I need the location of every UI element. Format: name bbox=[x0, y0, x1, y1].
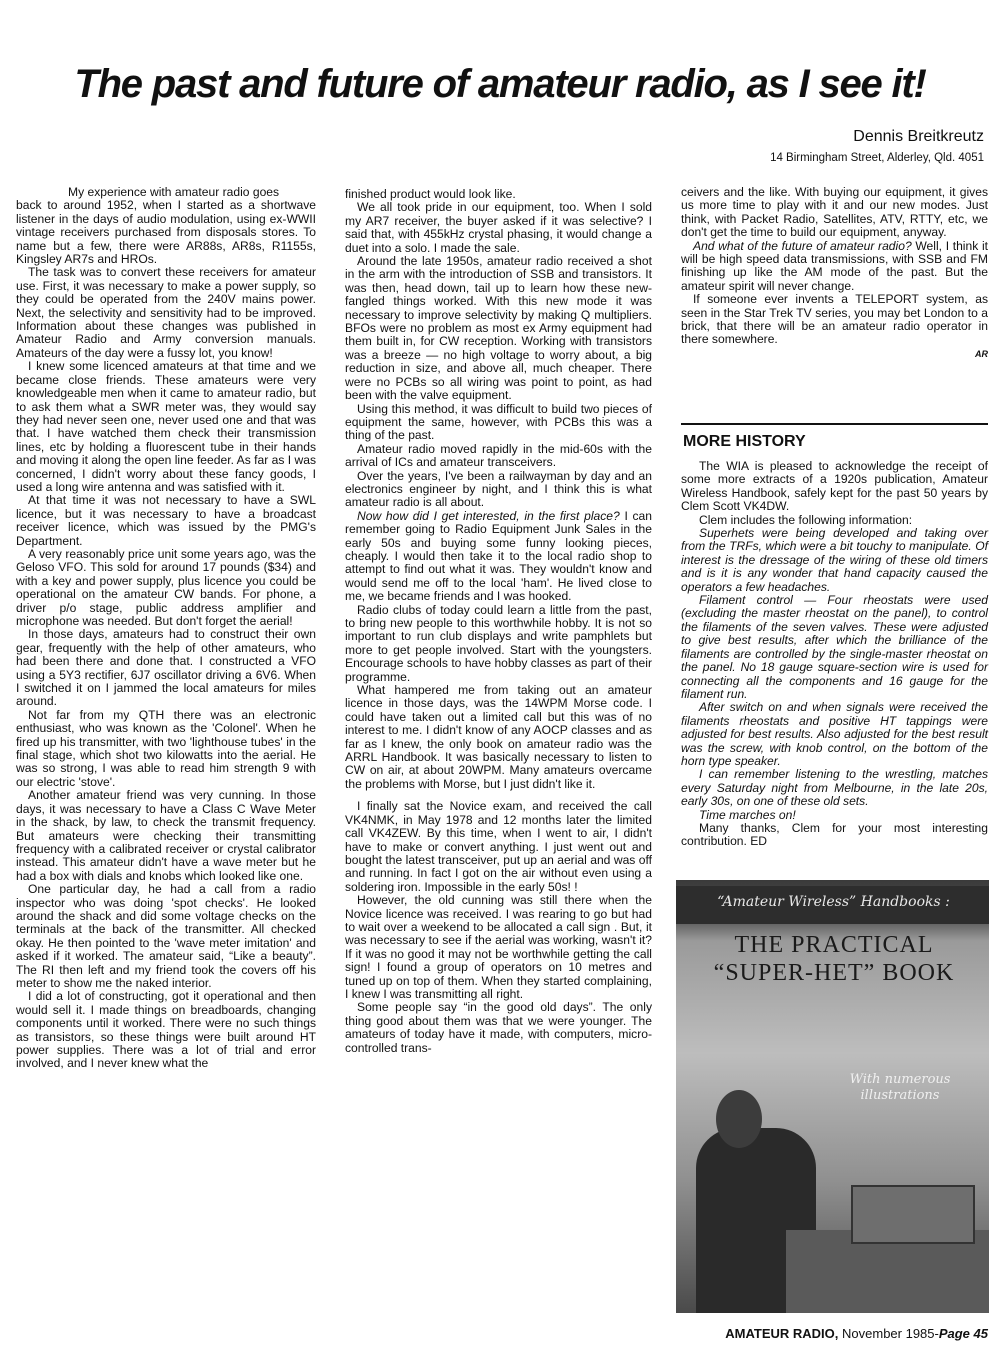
paragraph: What hampered me from taking out an amateur licence in those days, was the 14WPM Morse code. I could have taken out a limited call but this was of no interest to me. I didn't know of any AOCP classes and as far as I knew, the only book on amateur radio was the ARRL Handbook. It was basically necessary to listen to CW on air, at about 20WPM. Many amateurs overcame the problems with Morse, but I just didn't like it. bbox=[345, 683, 652, 791]
paragraph: The WIA is pleased to acknowledge the receipt of some more extracts of a 1920s publication, Amateur Wireless Handbook, safely kept for the past 50 years by Clem Scott VK4DW. bbox=[681, 459, 988, 514]
paragraph: However, the old cunning was still there when the Novice licence was received. I was rearing to go but had to wait over a weekend to be allocated a call sign . But, it was necessary to see if the aerial was working, wasn't it? If it was no good it may not be worthwhile getting the call sign! I found a group of operators on 10 metres and tuned up on top of them. When they started complaining, I knew I was transmitting all right. bbox=[345, 893, 652, 1001]
photo-radio-set bbox=[851, 1185, 975, 1244]
section-divider bbox=[681, 423, 988, 425]
paragraph bbox=[681, 240, 988, 294]
paragraph: Amateur radio moved rapidly in the mid-60s with the arrival of ICs and amateur transceivers. bbox=[345, 441, 652, 470]
author-name: Dennis Breitkreutz bbox=[853, 128, 984, 145]
paragraph: Clem includes the following information: bbox=[699, 512, 913, 527]
article-column-1 bbox=[16, 186, 316, 1071]
paragraph-text: Well, I think it will be high speed data transmissions, with SSB and FM finishing up like the AM mode of the past. But the amateur spirit will never change. bbox=[681, 238, 988, 293]
page-footer bbox=[725, 1326, 988, 1341]
more-history-heading: MORE HISTORY bbox=[683, 433, 806, 450]
paragraph: At that time it was not necessary to have a SWL licence, but it was necessary to have a broadcast receiver licence, which was issued by the PMG's Department. bbox=[16, 493, 316, 548]
paragraph: Around the late 1950s, amateur radio received a shot in the arm with the introduction of SSB and transistors. It was then, head down, tail up to learn how these new-fangled things worked. With this new mode it was necessary to improve selectivity by making Q multipliers. BFOs were no problem as most ex Army equipment had them built in, for CW reception. Working with transistors was a breeze — no high voltage to worry about, a big reduction in size, and above all, much cheaper. There were no PCBs so all wiring was point to point, as had been with the valve equipment. bbox=[345, 254, 652, 403]
italic-question: Now how did I get interested, in the first place? bbox=[357, 508, 620, 523]
article-title: The past and future of amateur radio, as I see it! bbox=[74, 62, 926, 106]
footer-issue: November 1985- bbox=[842, 1326, 939, 1341]
paragraph: Superhets were being developed and taking over from the TRFs, which were a bit touchy to manipulate. Of interest is the dressage of the wiring of these old timers and is it is any wonder that hand capacity caused the operators a few headaches. bbox=[681, 526, 988, 594]
paragraph: Not far from my QTH there was an electronic enthusiast, who was known as the 'Colonel'. When he fired up his transmitter, with two 'lighthouse tubes' in the final stage, which shot two kilowatts into the aerial. He was so strong, I was able to read him strength 9 with our electric 'stove'. bbox=[16, 707, 316, 789]
paragraph: Time marches on! bbox=[699, 807, 796, 822]
paragraph: Filament control — Four rheostats were used (excluding the master rheostat on the panel), to control the filaments of the seven valves. These were adjusted to give best results, after which the brilliance of the filaments are controlled by the single-master rheostat on the panel. No 18 gauge square-section wire is used for connecting all the components and 16 gauge for the filament run. bbox=[681, 593, 988, 701]
footer-magazine: AMATEUR RADIO, bbox=[725, 1326, 839, 1341]
paragraph: The task was to convert these receivers for amateur use. First, it was necessary to make a power supply, so they could be operated from the 240V mains power. Next, the selectivity and sensitivity had to be improved. Information about these changes was published in Amateur Radio and Army conversion manuals. Amateurs of the day were a fussy lot, you know! bbox=[16, 265, 316, 360]
paragraph: ceivers and the like. With buying our equipment, it gives us more time to play with it and our new modes. Just think, with Packet Radio, Satellites, ATV, RTTY, etc, we don't get the time to build our equipment, anyway. bbox=[681, 185, 988, 240]
paragraph: If someone ever invents a TELEPORT system, as seen in the Star Trek TV series, you may bet London to a brick, that there will be an amateur radio operator in there somewhere. bbox=[681, 292, 988, 347]
article-column-3 bbox=[681, 186, 988, 361]
paragraph: finished product would look like. bbox=[345, 187, 516, 201]
paragraph: I did a lot of constructing, got it operational and then would sell it. I made things on breadboards, changing components until it worked. There were no such things as transistors, so these things were built around HT power supplies. There was a lot of trial and error involved, and I never knew what the bbox=[16, 989, 316, 1071]
paragraph: In those days, amateurs had to construct their own gear, frequently with the help of other amateurs, who had been there and done that. I constructed a VFO using a 5Y3 rectifier, 6J7 oscillator driving a 6V6. When I switched it on I jammed the local amateurs for miles around. bbox=[16, 627, 316, 709]
paragraph: One particular day, he had a call from a radio inspector who was doing 'spot checks'. He looked around the shack and did some voltage checks on the terminals at the back of the transmitter. All checked okay. He then pointed to the 'wave meter imitation' and asked if it worked. The amateur said, “Like a beauty”. The RI then left and my friend took the covers off his meter to show me the naked interior. bbox=[16, 882, 316, 990]
author-address: 14 Birmingham Street, Alderley, Qld. 4051 bbox=[770, 152, 984, 164]
photo-caption-line: “Amateur Wireless” Handbooks : bbox=[717, 894, 950, 910]
paragraph: Radio clubs of today could learn a little from the past, to bring new people to this worthwhile hobby. It is not so important to run club displays and write pamphlets but more to get people involved. Start with the youngsters. Encourage schools to have hobby classes as part of their programme. bbox=[345, 602, 652, 684]
footer-page: Page 45 bbox=[938, 1326, 988, 1341]
article-column-2 bbox=[345, 188, 652, 1055]
paragraph: I can remember listening to the wrestling, matches every Saturday night from Melbourne, in the late 20s, early 30s, on one of these old sets. bbox=[681, 767, 988, 809]
paragraph: Using this method, it was difficult to build two pieces of equipment the same, however, with PCBs this was a thing of the past. bbox=[345, 401, 652, 443]
paragraph: Over the years, I've been a railwayman by day and an electronics engineer by night, and I think this is what amateur radio is all about. bbox=[345, 468, 652, 510]
handbook-photo bbox=[676, 880, 989, 1313]
italic-question: And what of the future of amateur radio? bbox=[693, 238, 912, 253]
paragraph bbox=[345, 510, 652, 604]
paragraph: back to around 1952, when I started as a shortwave listener in the days of audio modulation, using ex-WWII vintage receivers purchased from disposals stores. To name but a few, there were AR88s, AR8s, R1155s, Kingsley AR7s and HROs. bbox=[16, 198, 316, 267]
paragraph: I knew some licenced amateurs at that time and we became close friends. These amateurs were very knowledgeable men when it came to amateur radio, but to ask them what a SWR meter was, they would say they had never seen one, never used one and that was that. I have watched them check their transmission lines, etc by holding a fluorescent tube in their hands and moving it along the open line feeder. As far as I was concerned, I didn't worry about these fancy goods, I used a long wire antenna and was satisfied with it. bbox=[16, 359, 316, 494]
paragraph: Some people say “in the good old days”. The only thing good about them was that we were younger. The amateurs of today have it made, with computers, micro-controlled trans- bbox=[345, 1000, 652, 1055]
signoff: AR bbox=[975, 348, 988, 359]
photo-caption-line: With numerous illustrations bbox=[849, 1072, 951, 1103]
paragraph: Another amateur friend was very cunning. In those days, it was necessary to have a Class C Wave Meter in the shack, by law, to check the transmit frequency. But amateurs were checking their transmitting frequency with a calibrated receiver or crystal calibrator instead. This amateur didn't have a wave meter but he had a box with dials and knobs which looked like one. bbox=[16, 788, 316, 883]
more-history-body bbox=[681, 460, 988, 849]
paragraph: After switch on and when signals were received the filaments rheostats and positive HT tappings were adjusted for best results. Also adjusted for the best result was the screw, with knob control, on the bottom of the horn type speaker. bbox=[681, 700, 988, 768]
paragraph: We all took pride in our equipment, too. When I sold my AR7 receiver, the buyer asked if it was selective? I said that, with 455kHz crystal phasing, it would change a duet into a solo. I made the sale. bbox=[345, 200, 652, 255]
paragraph-text: I can remember going to Radio Equipment Junk Sales in the early 50s and buying some funny looking pieces, cheaply. I would then take it to the local radio shop to attempt to find out what it was. They wouldn't know and would send me off to the local 'ham'. He lived close to me, we became friends and I was hooked. bbox=[345, 508, 652, 604]
paragraph: Many thanks, Clem for your most interesting contribution. ED bbox=[681, 820, 988, 849]
photo-caption-line: “SUPER-HET” BOOK bbox=[713, 960, 955, 986]
paragraph: A very reasonably price unit some years ago, was the Geloso VFO. This sold for around 17 pounds ($34) and with a key and power supply, plus licence you could be operational on the amateur CW bands. For phone, a driver p/o stage, public address amplifier and microphone was needed. But don't forget the aerial! bbox=[16, 546, 316, 628]
photo-caption-line: THE PRACTICAL bbox=[734, 932, 934, 958]
paragraph: My experience with amateur radio goes bbox=[68, 185, 280, 199]
paragraph: I finally sat the Novice exam, and received the call VK4NMK, in May 1978 and 12 months later the limited call VK4ZEW. By this time, when I went to air, I didn't have to make or convert anything. I just went out and bought the latest transceiver, put up an aerial and was off and running. In fact I got on the air without even using a soldering iron. Impossible in the early 50s! ! bbox=[345, 799, 652, 894]
photo-person-head bbox=[716, 1090, 762, 1148]
